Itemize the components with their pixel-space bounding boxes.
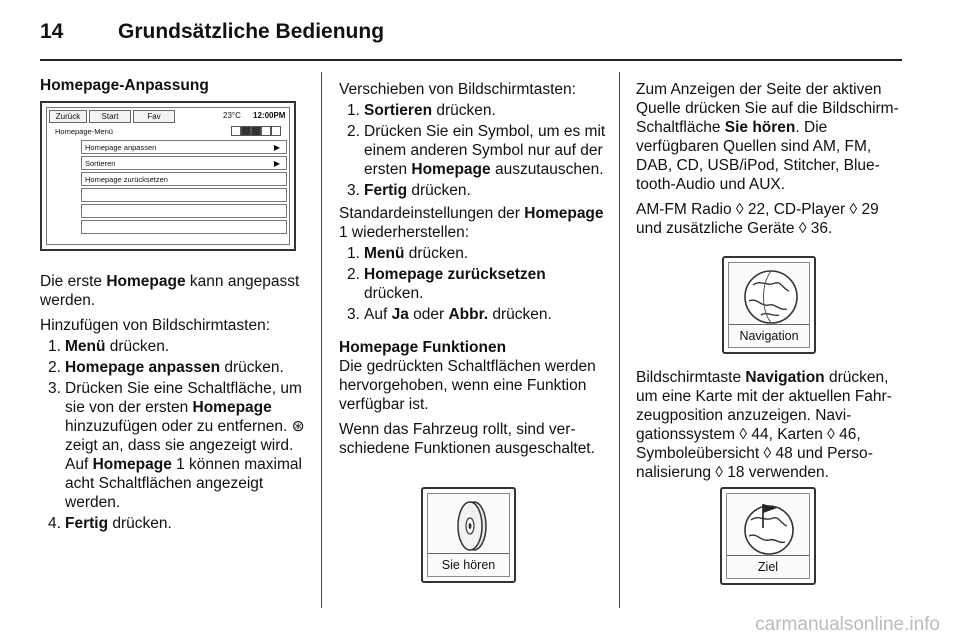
step-number: 3. — [347, 182, 360, 199]
step-number: 2. — [347, 123, 360, 140]
screen-temp: 23°C — [223, 111, 241, 120]
tile-frame — [726, 493, 810, 579]
tile-label: Ziel — [727, 555, 809, 578]
sie-hoeren-tile — [421, 487, 516, 583]
step-item — [339, 122, 609, 179]
text: 1 können maximal acht Schaltflächen angezeigt werden. — [65, 456, 302, 511]
column-1 — [40, 76, 312, 95]
screen-mini-icon — [231, 126, 241, 136]
column-1-body — [40, 272, 312, 535]
crossref-paragraph: AM-FM Radio ◊ 22, CD-Player ◊ 29 und zusätzliche Geräte ◊ 36. — [636, 201, 879, 237]
text: drücken. — [404, 245, 469, 262]
bold-text: Navigation — [745, 369, 825, 386]
bold-text: Homepage — [106, 273, 186, 290]
text: hinzuzufügen oder zu entfernen. ⊛ zeigt an, dass sie angezeigt wird. Auf — [65, 418, 305, 473]
step-number: 1. — [48, 338, 61, 355]
screen-mini-icon — [271, 126, 281, 136]
screen-subtitle: Homepage-Menü — [55, 127, 113, 136]
step-number: 1. — [347, 245, 360, 262]
tile-label: Sie hören — [428, 553, 509, 576]
text: drücken. — [220, 359, 284, 376]
text: Drücken Sie eine Schaltfläche, um sie von der ersten — [65, 380, 302, 416]
step-item — [339, 305, 609, 324]
text: 1 wiederherstellen: — [339, 224, 470, 241]
text: oder — [408, 306, 449, 323]
globe-flag-icon — [729, 496, 811, 560]
ziel-tile — [720, 487, 816, 585]
text: Drücken Sie ein Symbol, um es mit einem anderen Symbol nur auf der ersten — [364, 123, 606, 178]
screen-row-3 — [81, 172, 287, 186]
bold-text: Menü — [65, 338, 106, 355]
column-3 — [636, 80, 906, 244]
text: drücken. — [105, 338, 170, 355]
screen-row-empty — [81, 220, 287, 234]
page-number: 14 — [40, 20, 64, 43]
functions-heading: Homepage Funktionen — [339, 339, 507, 356]
step-number: 2. — [347, 266, 360, 283]
column-2 — [339, 80, 609, 464]
bold-text: Ja — [391, 306, 409, 323]
navigation-paragraph — [636, 368, 906, 482]
functions-paragraph: Wenn das Fahrzeug rollt, sind verschiedene Funktionen ausgeschaltet. — [339, 421, 595, 457]
step-number: 2. — [48, 359, 61, 376]
cd-icon — [432, 496, 512, 556]
text: Die erste — [40, 273, 107, 290]
screen-figure — [40, 101, 296, 251]
column-3-body — [636, 368, 906, 488]
column-divider — [619, 72, 620, 608]
step-item — [40, 514, 312, 533]
screen-row-2 — [81, 156, 287, 170]
screen-frame — [46, 107, 290, 245]
tile-frame — [427, 493, 510, 577]
screen-start-button: Start — [89, 110, 131, 123]
text: Auf — [364, 306, 392, 323]
sources-paragraph — [636, 80, 906, 194]
text: Standardeinstellungen der — [339, 205, 525, 222]
step-number: 3. — [48, 380, 61, 397]
bold-text: Homepage — [411, 161, 491, 178]
text: drücken. — [488, 306, 552, 323]
step-number: 3. — [347, 306, 360, 323]
step-item — [339, 244, 609, 263]
step-item — [339, 181, 609, 200]
header-rule — [40, 59, 902, 61]
text: Bildschirmtaste — [636, 369, 746, 386]
bold-text: Fertig — [364, 182, 408, 199]
screen-row-label: Homepage anpassen — [85, 143, 157, 152]
step-item — [40, 358, 312, 377]
text: auszutauschen. — [490, 161, 604, 178]
bold-text: Homepage anpassen — [65, 359, 221, 376]
intro-paragraph — [40, 272, 312, 310]
step-number: 1. — [347, 102, 360, 119]
text: drücken. — [407, 182, 471, 199]
text: drücken. — [108, 515, 172, 532]
globe-icon — [731, 265, 811, 329]
arrow-right-icon: ▶ — [273, 143, 280, 152]
screen-row-1 — [81, 140, 287, 154]
step-item — [339, 101, 609, 120]
screen-mini-icon — [241, 126, 251, 136]
step-item — [339, 265, 609, 303]
screen-row-empty — [81, 204, 287, 218]
screen-fav-button: Fav — [133, 110, 175, 123]
navigation-tile — [722, 256, 816, 354]
text: drücken. — [364, 285, 424, 302]
text: . Die verfügbaren Quellen sind AM, FM, DAB, CD, USB/iPod, Stitcher, Bluetooth-Audio und AUX. — [636, 119, 880, 193]
text: kann angepasst werden. — [40, 273, 300, 309]
reset-title — [339, 204, 609, 242]
screen-mini-icon — [261, 126, 271, 136]
tile-frame — [728, 262, 810, 348]
screen-back-button: Zurück — [49, 110, 87, 123]
page-title: Grundsätzliche Bedienung — [118, 20, 385, 43]
bold-text: Fertig — [65, 515, 109, 532]
functions-paragraph: Die gedrückten Schaltflächen werden hervorgehoben, wenn eine Funktion verfügbar ist. — [339, 358, 596, 413]
bold-text: Abbr. — [448, 306, 489, 323]
bold-text: Menü — [364, 245, 405, 262]
bold-text: Sortieren — [364, 102, 433, 119]
screen-mini-icon — [251, 126, 261, 136]
column-divider — [321, 72, 322, 608]
screen-row-label: Homepage zurücksetzen — [85, 175, 168, 184]
step-item — [40, 337, 312, 356]
text: drücken. — [432, 102, 496, 119]
move-title: Verschieben von Bildschirmtasten: — [339, 81, 576, 98]
bold-text: Sie hören — [724, 119, 796, 136]
screen-row-empty — [81, 188, 287, 202]
arrow-right-icon: ▶ — [273, 159, 280, 168]
bold-text: Homepage — [524, 205, 604, 222]
bold-text: Homepage — [192, 399, 272, 416]
step-number: 4. — [48, 515, 61, 532]
step-item — [40, 379, 312, 512]
screen-time: 12:00PM — [253, 111, 286, 120]
page-header — [0, 0, 960, 60]
text: drücken, um eine Karte mit der aktuellen Fahrzeugposition anzuzeigen. Navigationssystem ◊ 44, Karten ◊ 46, Symboleübersicht ◊ 48 und Personalisierung ◊ 18 verwenden. — [636, 369, 892, 481]
text: Zum Anzeigen der Seite der aktiven Quelle drücken Sie auf die Bildschirm-Schaltfläche — [636, 81, 899, 136]
bold-text: Homepage zurücksetzen — [364, 266, 546, 283]
watermark: carmanualsonline.info — [755, 614, 940, 635]
bold-text: Homepage — [92, 456, 172, 473]
tile-label: Navigation — [729, 324, 809, 347]
section-heading: Homepage-Anpassung — [40, 77, 209, 94]
add-title: Hinzufügen von Bildschirmtasten: — [40, 317, 271, 334]
screen-row-label: Sortieren — [85, 159, 116, 168]
